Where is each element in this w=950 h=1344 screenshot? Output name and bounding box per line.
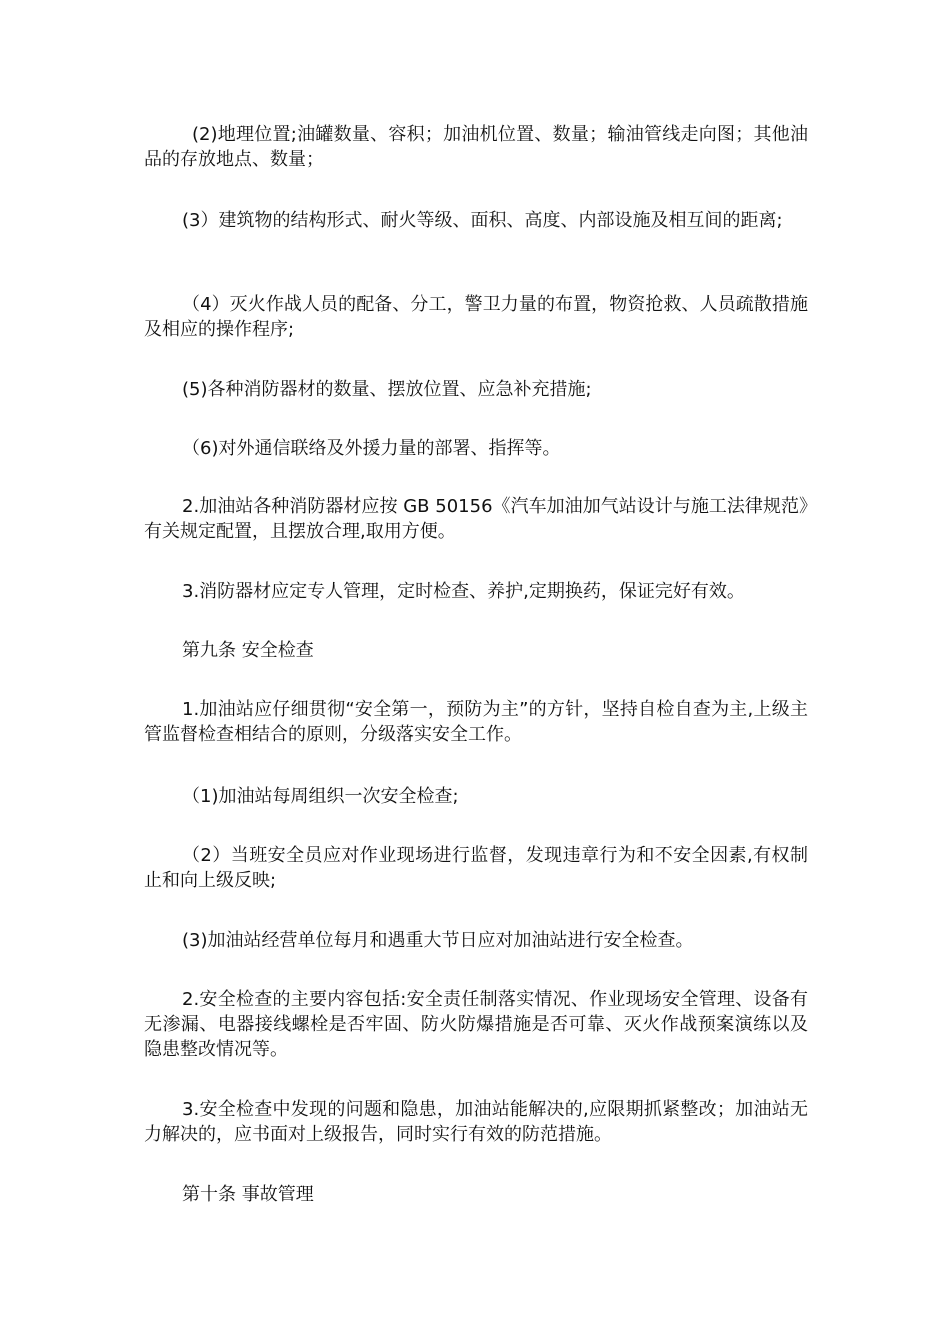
paragraph-external-communication: （6)对外通信联络及外援力量的部署、指挥等。 (182, 438, 561, 459)
paragraph-personnel-allocation: （4）灭火作战人员的配备、分工，警卫力量的布置，物资抢救、人员疏散措施及相应的操作程序; (144, 294, 808, 340)
paragraph-weekly-inspection: （1)加油站每周组织一次安全检查; (182, 786, 459, 807)
paragraph-location-inventory: (2)地理位置;油罐数量、容积；加油机位置、数量；输油管线走向图；其他油品的存放地点、数量； (144, 124, 808, 170)
paragraph-hazard-handling: 3.安全检查中发现的问题和隐患，加油站能解决的,应限期抓紧整改；加油站无力解决的，应书面对上级报告，同时实行有效的防范措施。 (144, 1099, 808, 1145)
section-heading-article-10: 第十条 事故管理 (182, 1184, 314, 1205)
paragraph-monthly-inspection: (3)加油站经营单位每月和遇重大节日应对加油站进行安全检查。 (182, 930, 694, 951)
section-heading-article-9: 第九条 安全检查 (182, 640, 314, 661)
paragraph-equipment-quantity: (5)各种消防器材的数量、摆放位置、应急补充措施; (182, 379, 592, 400)
paragraph-safety-principle: 1.加油站应仔细贯彻“安全第一，预防为主”的方针，坚持自检自查为主,上级主管监督检查相结合的原则，分级落实安全工作。 (144, 699, 808, 745)
paragraph-fire-equipment-standard: 2.加油站各种消防器材应按 GB 50156《汽车加油加气站设计与施工法律规范》有关规定配置，且摆放合理,取用方便。 (144, 496, 808, 542)
paragraph-building-structure: (3）建筑物的结构形式、耐火等级、面积、高度、内部设施及相互间的距离; (182, 210, 783, 231)
paragraph-equipment-management: 3.消防器材应定专人管理，定时检查、养护,定期换药，保证完好有效。 (182, 581, 745, 602)
paragraph-shift-supervision: （2）当班安全员应对作业现场进行监督，发现违章行为和不安全因素,有权制止和向上级反映; (144, 845, 808, 891)
paragraph-inspection-content: 2.安全检查的主要内容包括:安全责任制落实情况、作业现场安全管理、设备有无渗漏、电器接线螺栓是否牢固、防火防爆措施是否可靠、灭火作战预案演练以及隐患整改情况等。 (144, 989, 808, 1060)
